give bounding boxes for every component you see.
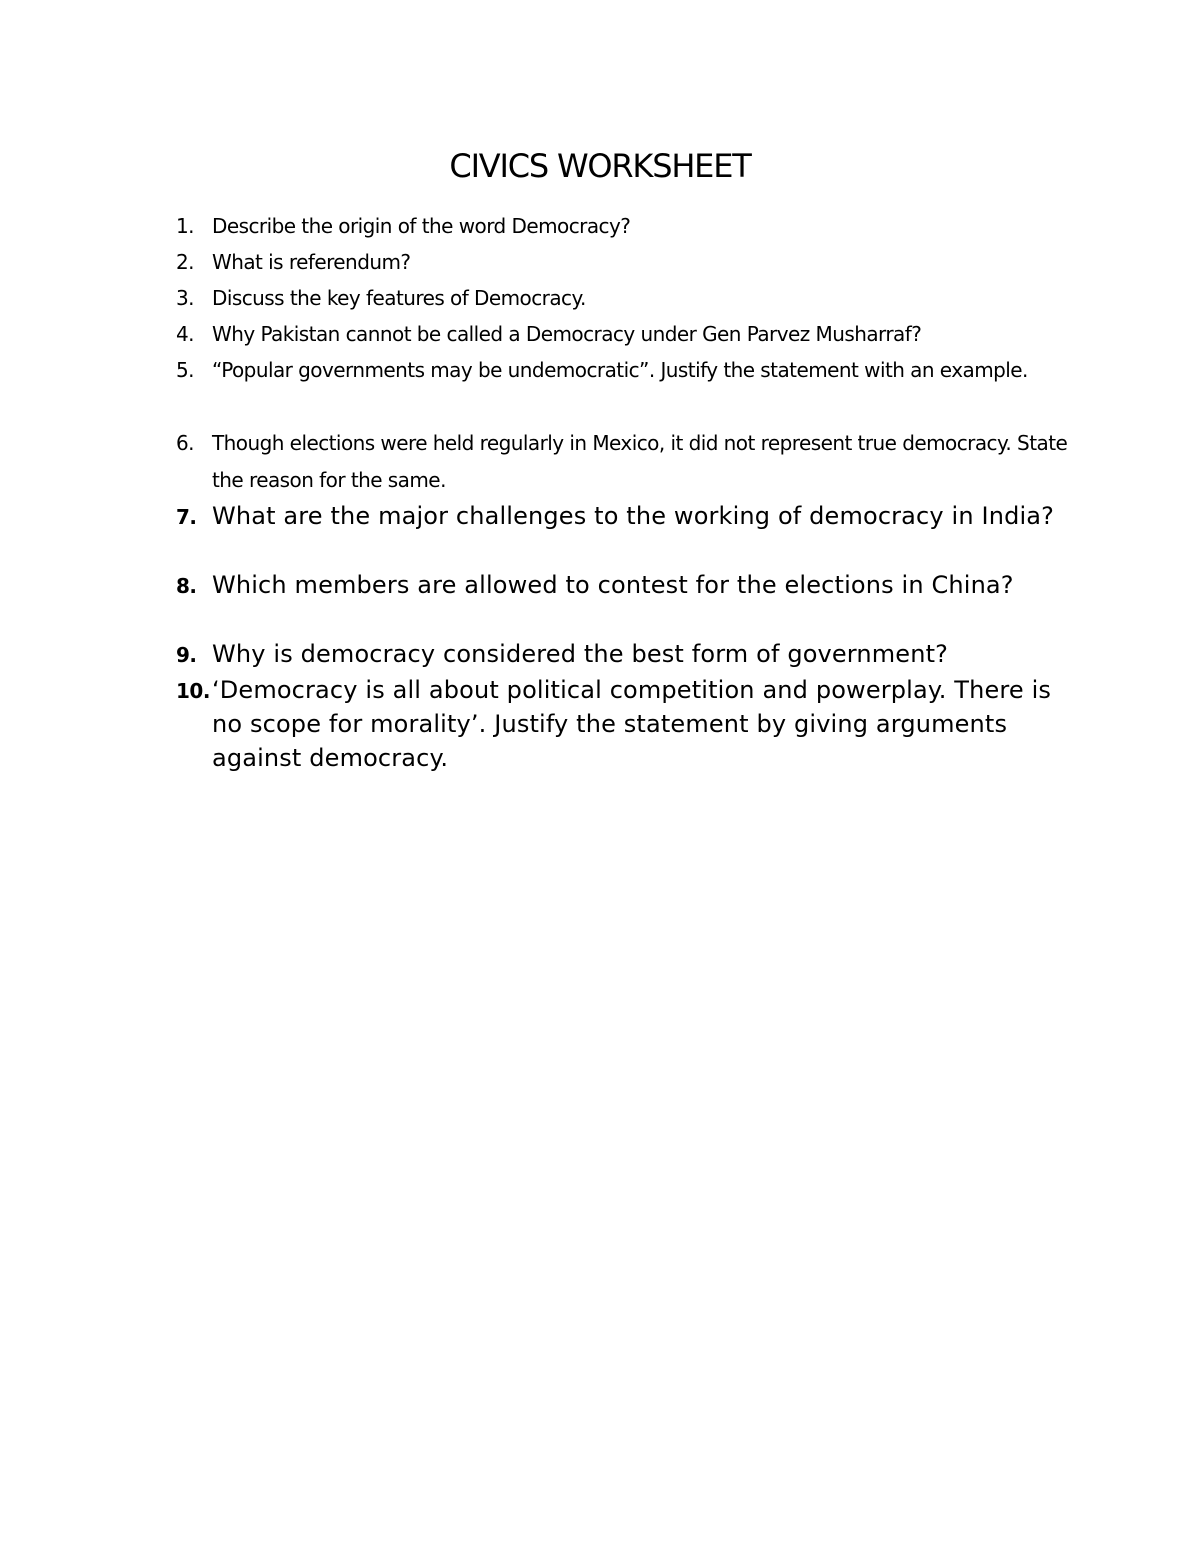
question-text: Though elections were held regularly in Mexico, it did not represent true democracy. State the reason for the same. <box>212 431 1068 492</box>
question-item <box>176 673 1076 775</box>
question-text: What are the major challenges to the working of democracy in India? <box>212 502 1055 530</box>
question-item <box>176 352 1076 389</box>
question-item <box>176 208 1076 245</box>
question-number: 9. <box>176 643 197 667</box>
question-number: 10. <box>176 679 210 703</box>
question-item <box>176 316 1076 353</box>
question-number: 6. <box>176 431 194 455</box>
question-text: Discuss the key features of Democracy. <box>212 286 586 310</box>
question-text: Why Pakistan cannot be called a Democracy under Gen Parvez Musharraf? <box>212 322 922 346</box>
page-title: CIVICS WORKSHEET <box>449 147 751 185</box>
question-number: 7. <box>176 505 197 529</box>
question-number: 3. <box>176 286 194 310</box>
question-item <box>176 280 1076 317</box>
question-number: 2. <box>176 250 194 274</box>
question-text: What is referendum? <box>212 250 411 274</box>
question-item <box>176 244 1076 281</box>
question-item <box>176 425 1076 499</box>
question-number: 1. <box>176 214 194 238</box>
question-number: 4. <box>176 322 194 346</box>
question-text: Why is democracy considered the best form of government? <box>212 640 949 668</box>
question-number: 5. <box>176 358 194 382</box>
question-item <box>176 568 1076 602</box>
question-text: Describe the origin of the word Democracy? <box>212 214 631 238</box>
question-item <box>176 637 1076 671</box>
question-text: Which members are allowed to contest for the elections in China? <box>212 571 1014 599</box>
question-item <box>176 499 1076 533</box>
question-number: 8. <box>176 574 197 598</box>
question-text: ‘Democracy is all about political competition and powerplay. There is no scope for morality’. Justify the statement by giving arguments against democracy. <box>212 676 1052 772</box>
question-text: “Popular governments may be undemocratic”. Justify the statement with an example. <box>212 358 1028 382</box>
